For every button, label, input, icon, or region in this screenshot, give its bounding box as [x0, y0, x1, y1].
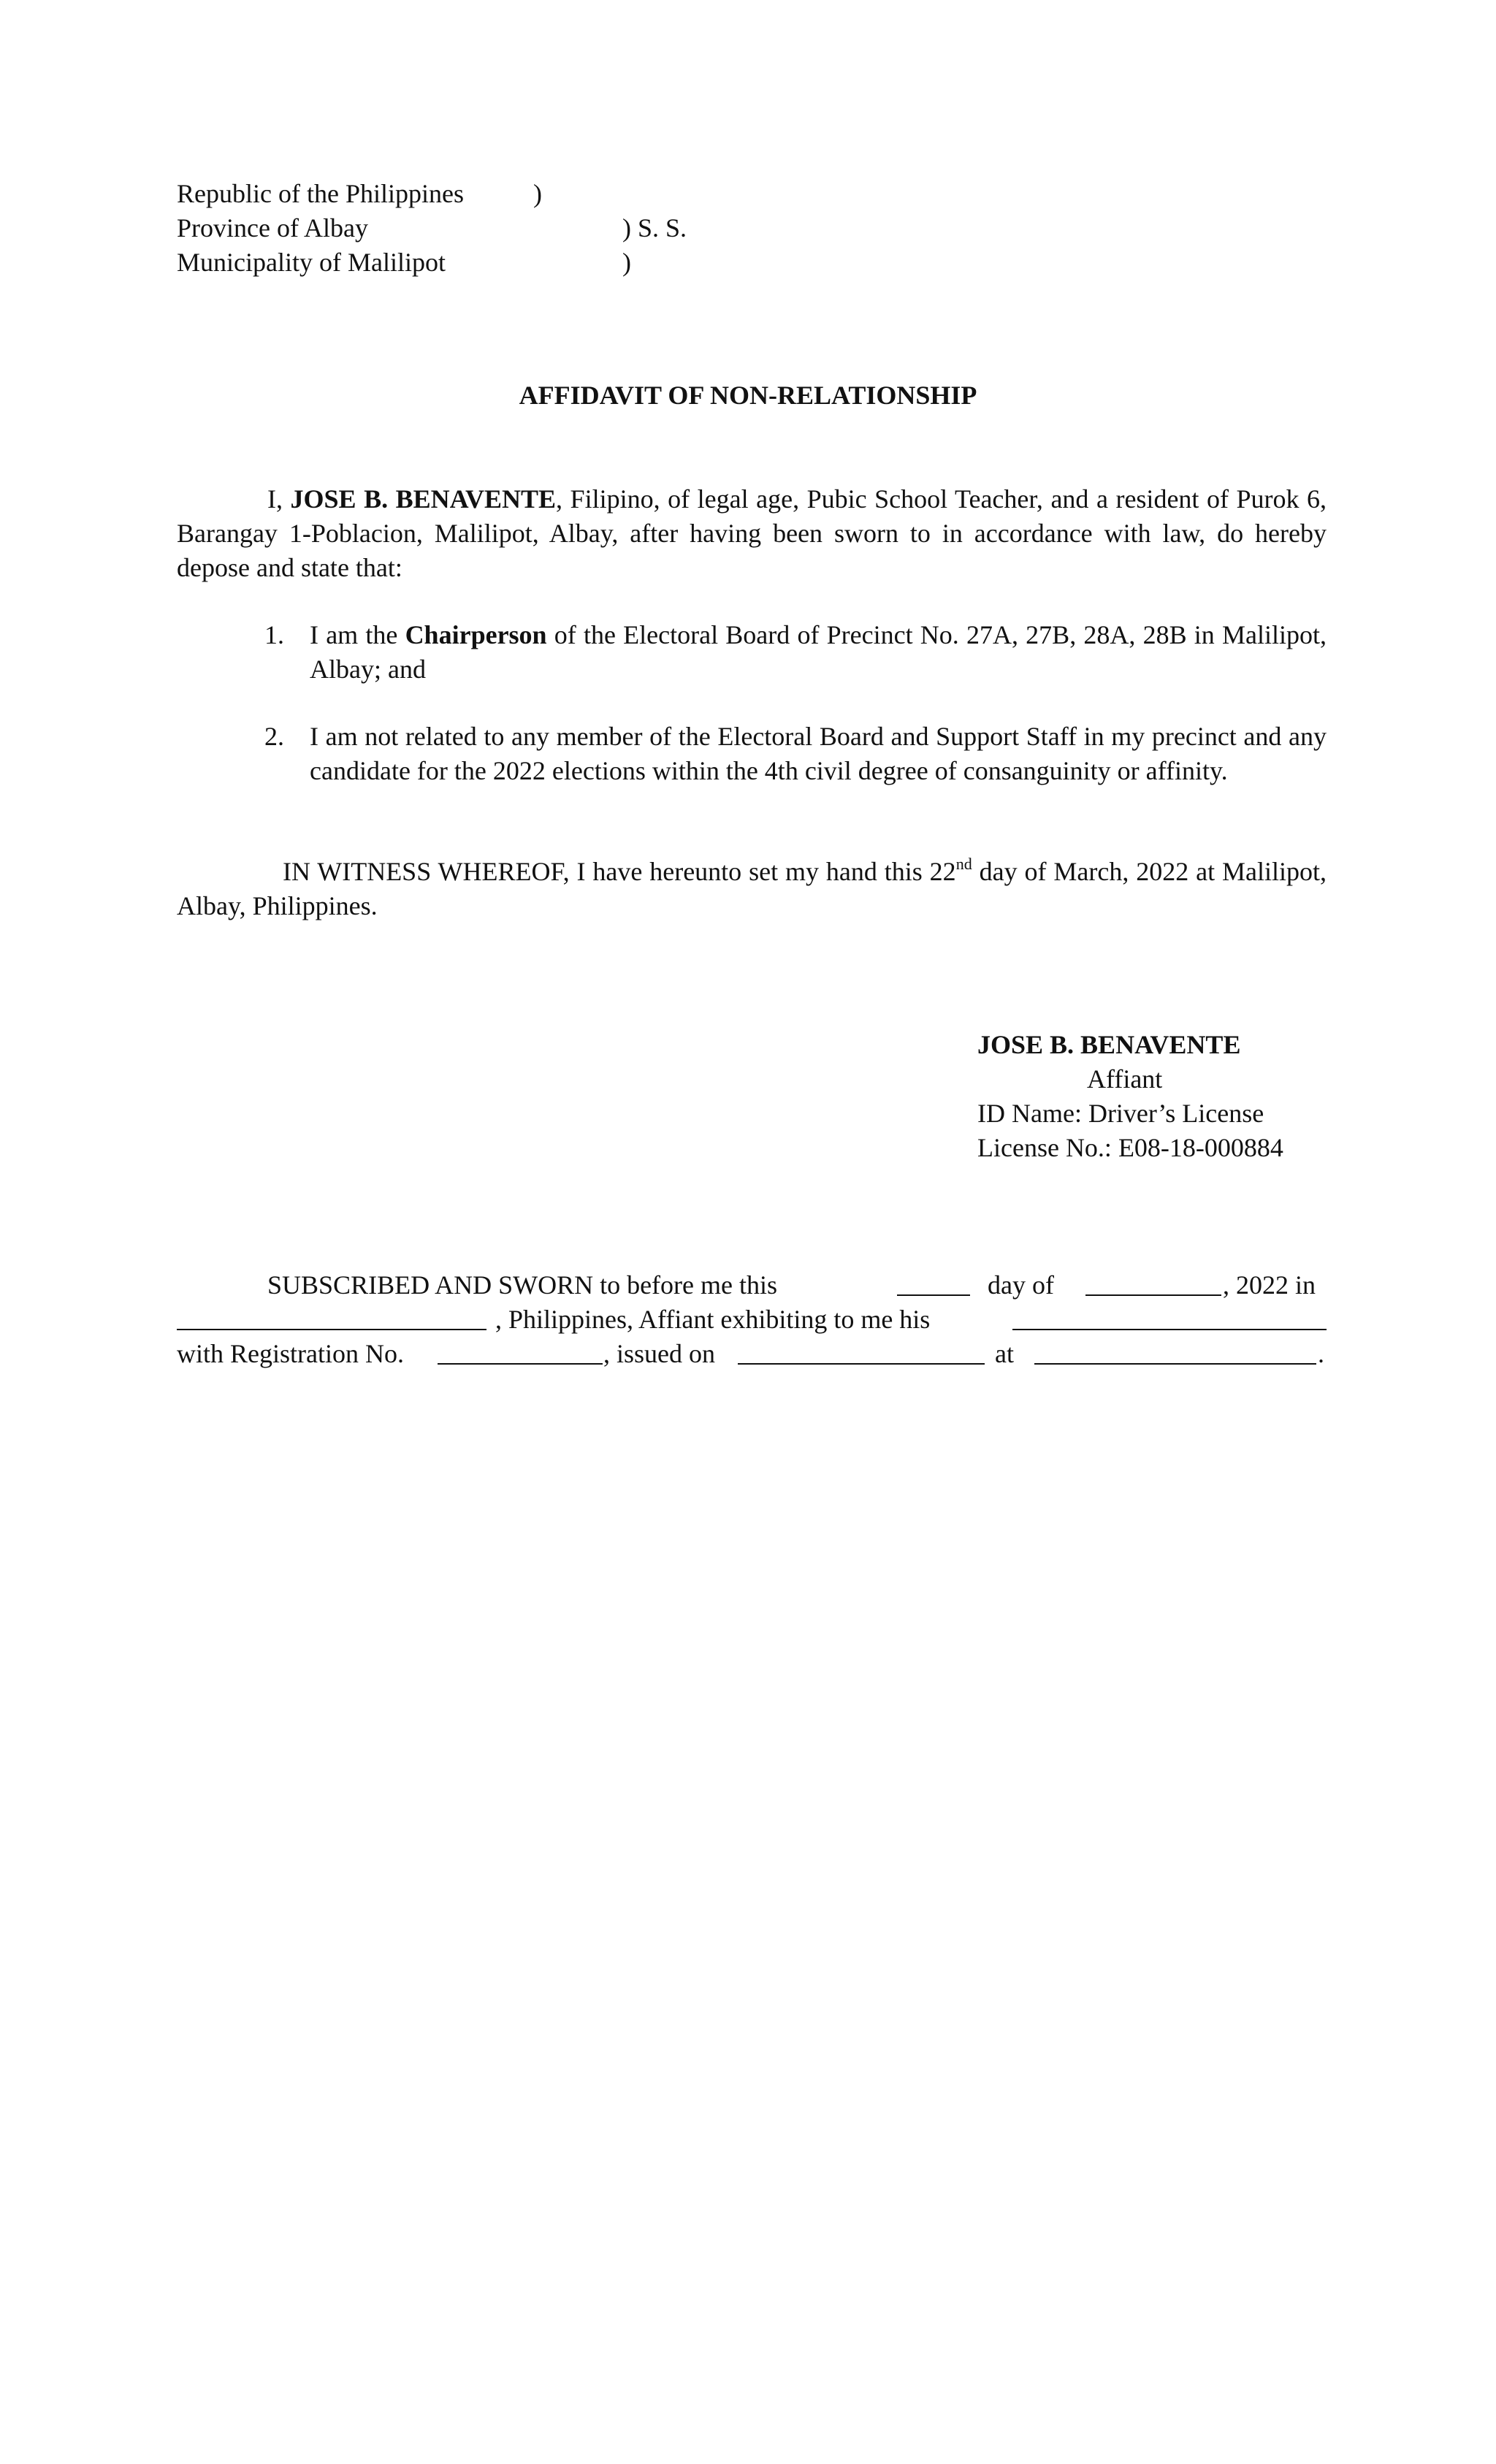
jurat-philippines-exhibiting: , Philippines, Affiant exhibiting to me his	[495, 1305, 931, 1334]
jurat-period: .	[1318, 1339, 1324, 1368]
blank-day[interactable]	[897, 1268, 970, 1296]
intro-text: , Filipino, of legal age, Pubic School Teacher, and a resident of Purok 6, Barangay 1-Poblacion, Malilipot, Albay, after having been sworn to in accordance with law, do hereby depose and state that:	[177, 484, 1327, 582]
venue-paren-open: )	[533, 179, 542, 208]
jurat-registration: with Registration No.	[177, 1339, 404, 1368]
blank-issued-date[interactable]	[738, 1337, 985, 1365]
jurat-block	[177, 1268, 1327, 1371]
list-item-1	[264, 618, 1327, 687]
document-title: AFFIDAVIT OF NON-RELATIONSHIP	[519, 381, 977, 410]
affiant-name: JOSE B. BENAVENTE	[977, 1030, 1241, 1059]
blank-registration-no[interactable]	[438, 1337, 603, 1365]
list-number-2: 2.	[264, 722, 284, 751]
intro-paragraph	[177, 482, 1327, 585]
venue-ss-mark: ) S. S.	[622, 213, 687, 243]
blank-issued-place[interactable]	[1034, 1337, 1316, 1365]
blank-month[interactable]	[1085, 1268, 1221, 1296]
license-number-line: License No.: E08-18-000884	[977, 1133, 1283, 1162]
venue-province: Province of Albay	[177, 213, 368, 243]
chairperson-label: Chairperson	[405, 620, 547, 649]
list-text-1-pre: I am the	[310, 620, 405, 649]
list-text-2: I am not related to any member of the Electoral Board and Support Staff in my precinct and any candidate for the 2022 elections within the 4th civil degree of consanguinity or affinity.	[310, 722, 1327, 785]
jurat-year-in: , 2022 in	[1223, 1270, 1316, 1300]
list-item-2	[264, 720, 1327, 788]
blank-place[interactable]	[177, 1302, 486, 1330]
list-text-1	[310, 618, 1327, 687]
jurat-line-3	[177, 1337, 1327, 1371]
witness-post: day of March, 2022 at Malilipot, Albay, Philippines.	[177, 857, 1327, 920]
witness-ordinal: nd	[955, 855, 972, 873]
witness-pre: IN WITNESS WHEREOF, I have hereunto set my hand this 22	[283, 857, 956, 886]
affiant-name-inline: JOSE B. BENAVENTE	[290, 484, 557, 514]
intro-pre: I,	[267, 484, 291, 514]
id-name-line: ID Name: Driver’s License	[977, 1099, 1264, 1128]
jurat-issued-on: , issued on	[603, 1339, 715, 1368]
jurat-line-2	[177, 1302, 1327, 1337]
venue-paren-close: )	[622, 248, 631, 277]
jurat-line-1	[177, 1268, 1327, 1302]
jurat-at: at	[995, 1339, 1014, 1368]
signature-block	[977, 1028, 1283, 1165]
jurat-subscribed: SUBSCRIBED AND SWORN to before me this	[267, 1270, 778, 1300]
venue-republic: Republic of the Philippines	[177, 179, 464, 208]
affiant-role: Affiant	[1087, 1064, 1163, 1094]
list-number-1: 1.	[264, 620, 284, 649]
list-text-1-post: of the Electoral Board of Precinct No. 27A, 27B, 28A, 28B in Malilipot, Albay; and	[310, 620, 1327, 684]
venue-municipality: Municipality of Malilipot	[177, 248, 446, 277]
jurat-day-of: day of	[988, 1270, 1054, 1300]
blank-id-document[interactable]	[1012, 1302, 1327, 1330]
witness-paragraph	[177, 855, 1327, 923]
